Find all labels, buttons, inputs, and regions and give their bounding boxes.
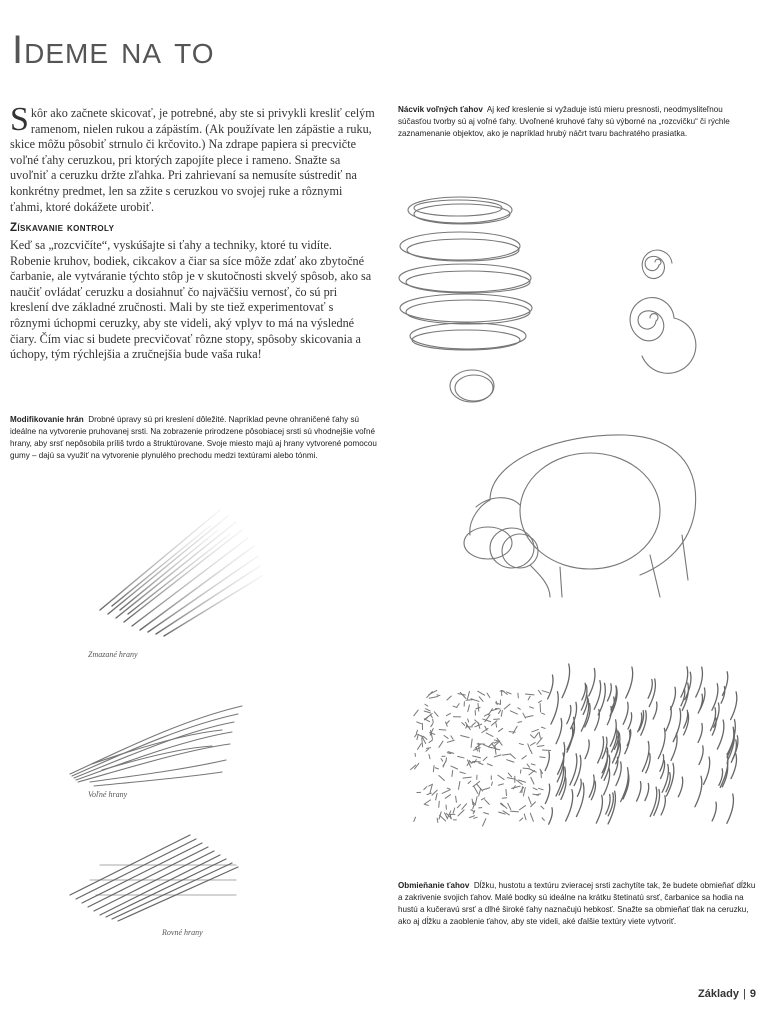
caption-strokes [398, 880, 758, 928]
label-straight: Rovné hrany [162, 928, 203, 937]
caption-edges-text: Drobné úpravy sú pri kreslení dôležité. Napríklad pevne ohraničené ťahy sú ideálne na vytvorenie pruhovanej srsti. Na zobrazenie prirodzene pôsobiacej srsti sú vhodnejšie voľné hrany, aby srsť nepôsobila príliš tvrdo a štruktúrovane. Svoje miesto majú aj hrany vytvorené pomocou gumy – dajú sa využiť na vytvorenie plynulého prechodu medzi textúrami alebo tónmi. [10, 415, 377, 460]
caption-loose [398, 104, 758, 140]
loose-edges-sketch [62, 690, 252, 790]
caption-loose-text: Aj keď kreslenie si vyžaduje istú mieru presnosti, neodmysliteľnou súčasťou tvorby sú aj voľné ťahy. Uvoľnené kruhové ťahy sú výborné na „rozcvičku“ či rýchle zaznamenanie objektov, ako je napríklad hrubý náčrt tvaru bachratého prasiatka. [398, 105, 730, 138]
page-title: Ideme na to [12, 28, 215, 72]
section-paragraph: Keď sa „rozcvičíte“, vyskúšajte si ťahy a techniky, ktoré tu vidíte. Robenie kruhov, bodiek, cikcakov a čiar sa síce môže zdať ako zbytočné čarbanie, ale vytváranie týchto stôp je v skutočnosti skvelý spôsob, ako sa naučiť ovládať ceruzku a dosiahnuť čo najväčšiu vernosť, čo sú pri kreslení dve základné zručnosti. Mali by ste tiež experimentovať s rôznymi úchopmi ceruzky, aby ste videli, aký vplyv to má na výsledné čiary. Čím viac si budete precvičovať rôzne stopy, spôsoby skicovania a úchopy, tým rýchlejšia a zručnejšia bude vaša ruka! [10, 238, 372, 362]
intro-paragraph [10, 101, 375, 215]
footer-section: Základy [698, 988, 740, 1000]
caption-strokes-text: Dĺžku, hustotu a textúru zvieracej srsti zachytíte tak, že budete obmieňať dĺžku a zakrivenie svojich ťahov. Malé bodky sú ideálne na krátku štetinatú srsť, čarbanice sa hodia na hustú a kučeravú srsť a dlhé široké ťahy naznačujú hebkosť. Snažte sa obmieňať tlak na ceruzku, ako aj dĺžku a zaoblenie ťahov, aby ste videli, aké ďalšie textúry viete vytvoriť. [398, 881, 756, 926]
smudged-edges-sketch [70, 490, 270, 650]
label-loose: Voľné hrany [88, 790, 128, 799]
caption-edges [10, 414, 378, 462]
caption-edges-title: Modifikovanie hrán [10, 415, 84, 424]
pig-sketch [450, 425, 710, 605]
caption-strokes-title: Obmieňanie ťahov [398, 881, 470, 890]
spirals-sketch [610, 240, 700, 360]
footer-page-number: 9 [749, 988, 756, 1000]
drop-cap: S [10, 101, 29, 138]
intro-text: kôr ako začnete skicovať, je potrebné, aby ste si privykli kresliť celým ramenom, nielen rukou a zápästím. (Ak používate len zápästie a ruku, skice môžu pôsobiť strnulo či krčovito.) Na zdrape papiera si precvičte voľné ťahy ceruzkou, pri ktorých zapojíte plece i rameno. Snažte sa uvoľniť a ceruzku držte zľahka. Pri zahrievaní sa nemusíte sústrediť na konkrétny predmet, len sa zžite s ceruzkou vo svojej ruke a rôznymi ťahmi, ktoré dokážete urobiť. [10, 106, 375, 214]
caption-loose-title: Nácvik voľných ťahov [398, 105, 483, 114]
label-smudged: Zmazané hrany [88, 650, 138, 659]
section-heading: Získavanie kontroly [10, 222, 115, 234]
footer-separator: | [743, 988, 746, 1000]
ellipses-sketch [390, 190, 550, 410]
straight-edges-sketch [60, 825, 250, 925]
fur-texture-sketch [405, 670, 755, 850]
page-footer [698, 988, 756, 1000]
